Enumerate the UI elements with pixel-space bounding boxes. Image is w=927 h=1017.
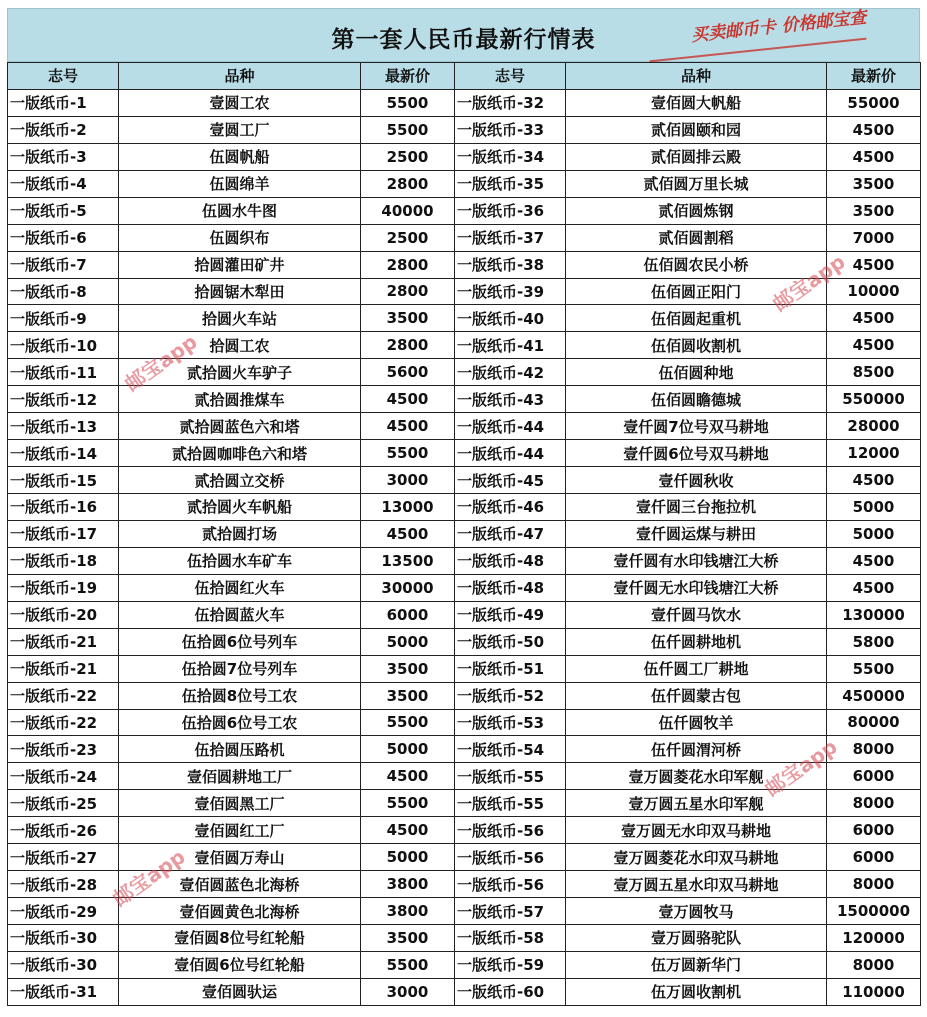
row-code-right: 一版纸币-54 (455, 736, 566, 763)
row-name-left: 伍圆水牛图 (119, 197, 361, 224)
table-row (8, 925, 921, 952)
row-price-left: 5500 (361, 790, 455, 817)
row-price-right: 110000 (827, 978, 921, 1005)
row-price-left: 3500 (361, 925, 455, 952)
row-price-right: 55000 (827, 89, 921, 116)
row-code-right: 一版纸币-59 (455, 951, 566, 978)
row-price-left: 4500 (361, 386, 455, 413)
row-price-right: 8500 (827, 359, 921, 386)
table-body (8, 89, 921, 1005)
row-price-right: 4500 (827, 143, 921, 170)
table-row (8, 251, 921, 278)
table-row (8, 332, 921, 359)
row-name-right: 壹万圆无水印双马耕地 (566, 817, 827, 844)
row-name-right: 伍仟圆渭河桥 (566, 736, 827, 763)
row-name-left: 贰拾圆蓝色六和塔 (119, 413, 361, 440)
row-price-right: 4500 (827, 547, 921, 574)
watermark: 邮宝app (120, 329, 202, 397)
row-price-left: 4500 (361, 763, 455, 790)
watermark: 邮宝app (768, 249, 850, 317)
row-code-left: 一版纸币-30 (8, 925, 119, 952)
row-code-right: 一版纸币-45 (455, 467, 566, 494)
row-code-right: 一版纸币-36 (455, 197, 566, 224)
row-name-left: 壹圆工农 (119, 89, 361, 116)
row-name-left: 伍圆织布 (119, 224, 361, 251)
row-name-left: 伍拾圆蓝火车 (119, 601, 361, 628)
row-price-left: 2800 (361, 332, 455, 359)
row-name-left: 拾圆锯木犁田 (119, 278, 361, 305)
row-name-left: 贰拾圆立交桥 (119, 467, 361, 494)
row-price-right: 6000 (827, 763, 921, 790)
table-row (8, 170, 921, 197)
row-code-right: 一版纸币-56 (455, 817, 566, 844)
row-price-right: 1500000 (827, 898, 921, 925)
row-code-left: 一版纸币-1 (8, 89, 119, 116)
row-price-right: 28000 (827, 413, 921, 440)
table-row (8, 763, 921, 790)
row-price-left: 5500 (361, 951, 455, 978)
row-code-left: 一版纸币-17 (8, 520, 119, 547)
header-name-right: 品种 (566, 63, 827, 90)
row-code-left: 一版纸币-23 (8, 736, 119, 763)
row-price-right: 4500 (827, 116, 921, 143)
row-code-right: 一版纸币-46 (455, 494, 566, 521)
row-code-left: 一版纸币-27 (8, 844, 119, 871)
row-price-left: 3500 (361, 682, 455, 709)
row-name-left: 壹佰圆万寿山 (119, 844, 361, 871)
row-name-right: 壹佰圆大帆船 (566, 89, 827, 116)
table-row (8, 197, 921, 224)
table-header-row (8, 63, 921, 90)
row-code-left: 一版纸币-21 (8, 628, 119, 655)
row-code-left: 一版纸币-9 (8, 305, 119, 332)
row-price-right: 8000 (827, 736, 921, 763)
row-name-left: 伍拾圆7位号列车 (119, 655, 361, 682)
row-price-right: 10000 (827, 278, 921, 305)
row-price-left: 5600 (361, 359, 455, 386)
row-price-right: 8000 (827, 951, 921, 978)
row-name-left: 壹圆工厂 (119, 116, 361, 143)
row-price-left: 30000 (361, 574, 455, 601)
row-name-right: 壹万圆菱花水印双马耕地 (566, 844, 827, 871)
row-name-left: 拾圆灌田矿井 (119, 251, 361, 278)
row-price-left: 2500 (361, 143, 455, 170)
header-price-right: 最新价 (827, 63, 921, 90)
row-code-right: 一版纸币-55 (455, 790, 566, 817)
row-price-left: 2500 (361, 224, 455, 251)
table-row (8, 951, 921, 978)
row-code-left: 一版纸币-7 (8, 251, 119, 278)
row-price-right: 8000 (827, 790, 921, 817)
row-code-left: 一版纸币-10 (8, 332, 119, 359)
row-code-right: 一版纸币-35 (455, 170, 566, 197)
row-name-right: 壹万圆菱花水印军舰 (566, 763, 827, 790)
row-code-right: 一版纸币-39 (455, 278, 566, 305)
row-name-right: 壹仟圆7位号双马耕地 (566, 413, 827, 440)
row-price-left: 4500 (361, 413, 455, 440)
row-name-left: 贰拾圆火车驴子 (119, 359, 361, 386)
row-code-left: 一版纸币-14 (8, 440, 119, 467)
row-code-left: 一版纸币-5 (8, 197, 119, 224)
row-name-right: 伍仟圆蒙古包 (566, 682, 827, 709)
slogan-text: 买卖邮币卡 价格邮宝查 (690, 7, 868, 46)
row-price-left: 3500 (361, 655, 455, 682)
row-code-left: 一版纸币-8 (8, 278, 119, 305)
row-code-right: 一版纸币-52 (455, 682, 566, 709)
row-price-right: 6000 (827, 844, 921, 871)
price-table-wrap (7, 62, 920, 1006)
title-bar (7, 8, 920, 62)
table-row (8, 898, 921, 925)
table-row (8, 224, 921, 251)
row-price-right: 7000 (827, 224, 921, 251)
table-row (8, 278, 921, 305)
row-price-left: 6000 (361, 601, 455, 628)
row-name-left: 壹佰圆耕地工厂 (119, 763, 361, 790)
row-price-left: 5500 (361, 116, 455, 143)
row-name-right: 壹仟圆运煤与耕田 (566, 520, 827, 547)
row-price-right: 3500 (827, 170, 921, 197)
row-name-right: 壹仟圆有水印钱塘江大桥 (566, 547, 827, 574)
price-table (7, 62, 921, 1006)
row-code-left: 一版纸币-30 (8, 951, 119, 978)
row-price-left: 3000 (361, 978, 455, 1005)
table-row (8, 116, 921, 143)
row-name-right: 伍万圆收割机 (566, 978, 827, 1005)
row-code-left: 一版纸币-20 (8, 601, 119, 628)
row-name-left: 壹佰圆蓝色北海桥 (119, 871, 361, 898)
row-price-left: 3000 (361, 467, 455, 494)
table-row (8, 736, 921, 763)
row-code-right: 一版纸币-60 (455, 978, 566, 1005)
row-price-left: 2800 (361, 278, 455, 305)
row-name-left: 伍圆绵羊 (119, 170, 361, 197)
row-name-left: 伍拾圆8位号工农 (119, 682, 361, 709)
row-code-right: 一版纸币-56 (455, 871, 566, 898)
table-row (8, 89, 921, 116)
row-name-left: 壹佰圆红工厂 (119, 817, 361, 844)
table-row (8, 440, 921, 467)
row-code-left: 一版纸币-22 (8, 682, 119, 709)
row-name-left: 壹佰圆驮运 (119, 978, 361, 1005)
row-price-left: 13000 (361, 494, 455, 521)
table-row (8, 305, 921, 332)
row-name-right: 贰佰圆炼钢 (566, 197, 827, 224)
watermark: 邮宝app (760, 734, 842, 802)
row-price-right: 550000 (827, 386, 921, 413)
row-name-left: 伍圆帆船 (119, 143, 361, 170)
row-name-right: 壹万圆五星水印军舰 (566, 790, 827, 817)
row-name-left: 壹佰圆8位号红轮船 (119, 925, 361, 952)
row-code-right: 一版纸币-53 (455, 709, 566, 736)
table-row (8, 547, 921, 574)
row-price-left: 4500 (361, 520, 455, 547)
row-price-left: 4500 (361, 817, 455, 844)
row-price-right: 80000 (827, 709, 921, 736)
row-price-left: 13500 (361, 547, 455, 574)
row-code-left: 一版纸币-24 (8, 763, 119, 790)
table-row (8, 601, 921, 628)
table-row (8, 359, 921, 386)
row-code-right: 一版纸币-48 (455, 547, 566, 574)
row-code-right: 一版纸币-32 (455, 89, 566, 116)
row-price-right: 4500 (827, 305, 921, 332)
header-name-left: 品种 (119, 63, 361, 90)
row-name-right: 壹万圆牧马 (566, 898, 827, 925)
table-row (8, 817, 921, 844)
row-code-right: 一版纸币-34 (455, 143, 566, 170)
row-price-right: 5000 (827, 494, 921, 521)
row-code-left: 一版纸币-22 (8, 709, 119, 736)
row-code-left: 一版纸币-4 (8, 170, 119, 197)
row-price-left: 3500 (361, 305, 455, 332)
row-code-left: 一版纸币-26 (8, 817, 119, 844)
row-name-left: 贰拾圆咖啡色六和塔 (119, 440, 361, 467)
row-name-right: 伍万圆新华门 (566, 951, 827, 978)
row-name-left: 壹佰圆6位号红轮船 (119, 951, 361, 978)
row-price-left: 2800 (361, 170, 455, 197)
row-code-right: 一版纸币-33 (455, 116, 566, 143)
row-name-right: 伍佰圆起重机 (566, 305, 827, 332)
row-name-left: 伍拾圆压路机 (119, 736, 361, 763)
table-row (8, 574, 921, 601)
row-price-right: 12000 (827, 440, 921, 467)
row-price-left: 5500 (361, 709, 455, 736)
table-row (8, 978, 921, 1005)
row-price-right: 5500 (827, 655, 921, 682)
row-code-left: 一版纸币-19 (8, 574, 119, 601)
row-code-left: 一版纸币-2 (8, 116, 119, 143)
row-price-left: 40000 (361, 197, 455, 224)
row-code-right: 一版纸币-57 (455, 898, 566, 925)
row-price-right: 4500 (827, 332, 921, 359)
row-name-right: 贰佰圆割稻 (566, 224, 827, 251)
row-name-left: 贰拾圆火车帆船 (119, 494, 361, 521)
row-name-left: 贰拾圆打场 (119, 520, 361, 547)
table-row (8, 790, 921, 817)
row-name-right: 贰佰圆颐和园 (566, 116, 827, 143)
row-price-left: 5500 (361, 89, 455, 116)
row-name-left: 拾圆火车站 (119, 305, 361, 332)
row-price-left: 5000 (361, 736, 455, 763)
row-name-left: 壹佰圆黑工厂 (119, 790, 361, 817)
row-price-right: 6000 (827, 817, 921, 844)
row-name-right: 伍仟圆工厂耕地 (566, 655, 827, 682)
row-name-left: 伍拾圆6位号列车 (119, 628, 361, 655)
header-price-left: 最新价 (361, 63, 455, 90)
table-row (8, 520, 921, 547)
row-price-left: 3800 (361, 871, 455, 898)
row-name-right: 伍仟圆耕地机 (566, 628, 827, 655)
row-name-left: 伍拾圆水车矿车 (119, 547, 361, 574)
row-name-right: 贰佰圆排云殿 (566, 143, 827, 170)
table-row (8, 386, 921, 413)
row-code-left: 一版纸币-31 (8, 978, 119, 1005)
row-price-right: 4500 (827, 467, 921, 494)
row-price-right: 120000 (827, 925, 921, 952)
page-title: 第一套人民币最新行情表 (331, 27, 596, 53)
row-name-right: 伍佰圆农民小桥 (566, 251, 827, 278)
row-price-left: 2800 (361, 251, 455, 278)
row-code-left: 一版纸币-12 (8, 386, 119, 413)
row-name-right: 壹仟圆6位号双马耕地 (566, 440, 827, 467)
row-price-left: 5000 (361, 628, 455, 655)
row-code-right: 一版纸币-38 (455, 251, 566, 278)
row-code-right: 一版纸币-44 (455, 413, 566, 440)
row-code-right: 一版纸币-44 (455, 440, 566, 467)
table-row (8, 709, 921, 736)
row-code-left: 一版纸币-29 (8, 898, 119, 925)
row-price-right: 130000 (827, 601, 921, 628)
row-name-right: 壹仟圆无水印钱塘江大桥 (566, 574, 827, 601)
table-row (8, 494, 921, 521)
row-code-right: 一版纸币-49 (455, 601, 566, 628)
table-row (8, 467, 921, 494)
row-price-right: 4500 (827, 574, 921, 601)
row-code-right: 一版纸币-56 (455, 844, 566, 871)
row-name-left: 拾圆工农 (119, 332, 361, 359)
row-code-left: 一版纸币-13 (8, 413, 119, 440)
row-price-right: 5800 (827, 628, 921, 655)
row-code-left: 一版纸币-16 (8, 494, 119, 521)
table-row (8, 413, 921, 440)
row-name-right: 壹万圆五星水印双马耕地 (566, 871, 827, 898)
row-code-right: 一版纸币-47 (455, 520, 566, 547)
table-row (8, 682, 921, 709)
row-price-left: 5000 (361, 844, 455, 871)
table-row (8, 655, 921, 682)
row-name-right: 伍仟圆牧羊 (566, 709, 827, 736)
row-code-left: 一版纸币-28 (8, 871, 119, 898)
row-price-left: 3800 (361, 898, 455, 925)
row-name-right: 壹仟圆三台拖拉机 (566, 494, 827, 521)
row-name-left: 伍拾圆6位号工农 (119, 709, 361, 736)
row-price-right: 8000 (827, 871, 921, 898)
row-code-left: 一版纸币-11 (8, 359, 119, 386)
row-price-right: 5000 (827, 520, 921, 547)
row-price-right: 450000 (827, 682, 921, 709)
row-price-left: 5500 (361, 440, 455, 467)
row-code-right: 一版纸币-50 (455, 628, 566, 655)
table-row (8, 628, 921, 655)
watermark: 邮宝app (108, 844, 190, 912)
row-price-right: 3500 (827, 197, 921, 224)
row-name-left: 壹佰圆黄色北海桥 (119, 898, 361, 925)
row-code-right: 一版纸币-43 (455, 386, 566, 413)
row-code-left: 一版纸币-25 (8, 790, 119, 817)
table-row (8, 143, 921, 170)
row-name-left: 贰拾圆推煤车 (119, 386, 361, 413)
row-code-left: 一版纸币-6 (8, 224, 119, 251)
row-code-right: 一版纸币-58 (455, 925, 566, 952)
row-name-right: 贰佰圆万里长城 (566, 170, 827, 197)
row-name-right: 伍佰圆正阳门 (566, 278, 827, 305)
row-name-right: 伍佰圆收割机 (566, 332, 827, 359)
row-name-right: 壹仟圆马饮水 (566, 601, 827, 628)
row-name-left: 伍拾圆红火车 (119, 574, 361, 601)
header-code-right: 志号 (455, 63, 566, 90)
row-code-left: 一版纸币-15 (8, 467, 119, 494)
row-price-right: 4500 (827, 251, 921, 278)
price-sheet (7, 8, 920, 1006)
row-name-right: 壹万圆骆驼队 (566, 925, 827, 952)
row-code-right: 一版纸币-42 (455, 359, 566, 386)
row-code-right: 一版纸币-51 (455, 655, 566, 682)
row-code-left: 一版纸币-18 (8, 547, 119, 574)
row-code-right: 一版纸币-40 (455, 305, 566, 332)
row-name-right: 伍佰圆种地 (566, 359, 827, 386)
table-row (8, 871, 921, 898)
row-code-right: 一版纸币-48 (455, 574, 566, 601)
table-row (8, 844, 921, 871)
row-name-right: 壹仟圆秋收 (566, 467, 827, 494)
row-code-right: 一版纸币-41 (455, 332, 566, 359)
row-name-right: 伍佰圆瞻德城 (566, 386, 827, 413)
row-code-left: 一版纸币-21 (8, 655, 119, 682)
row-code-right: 一版纸币-37 (455, 224, 566, 251)
row-code-right: 一版纸币-55 (455, 763, 566, 790)
row-code-left: 一版纸币-3 (8, 143, 119, 170)
header-code-left: 志号 (8, 63, 119, 90)
